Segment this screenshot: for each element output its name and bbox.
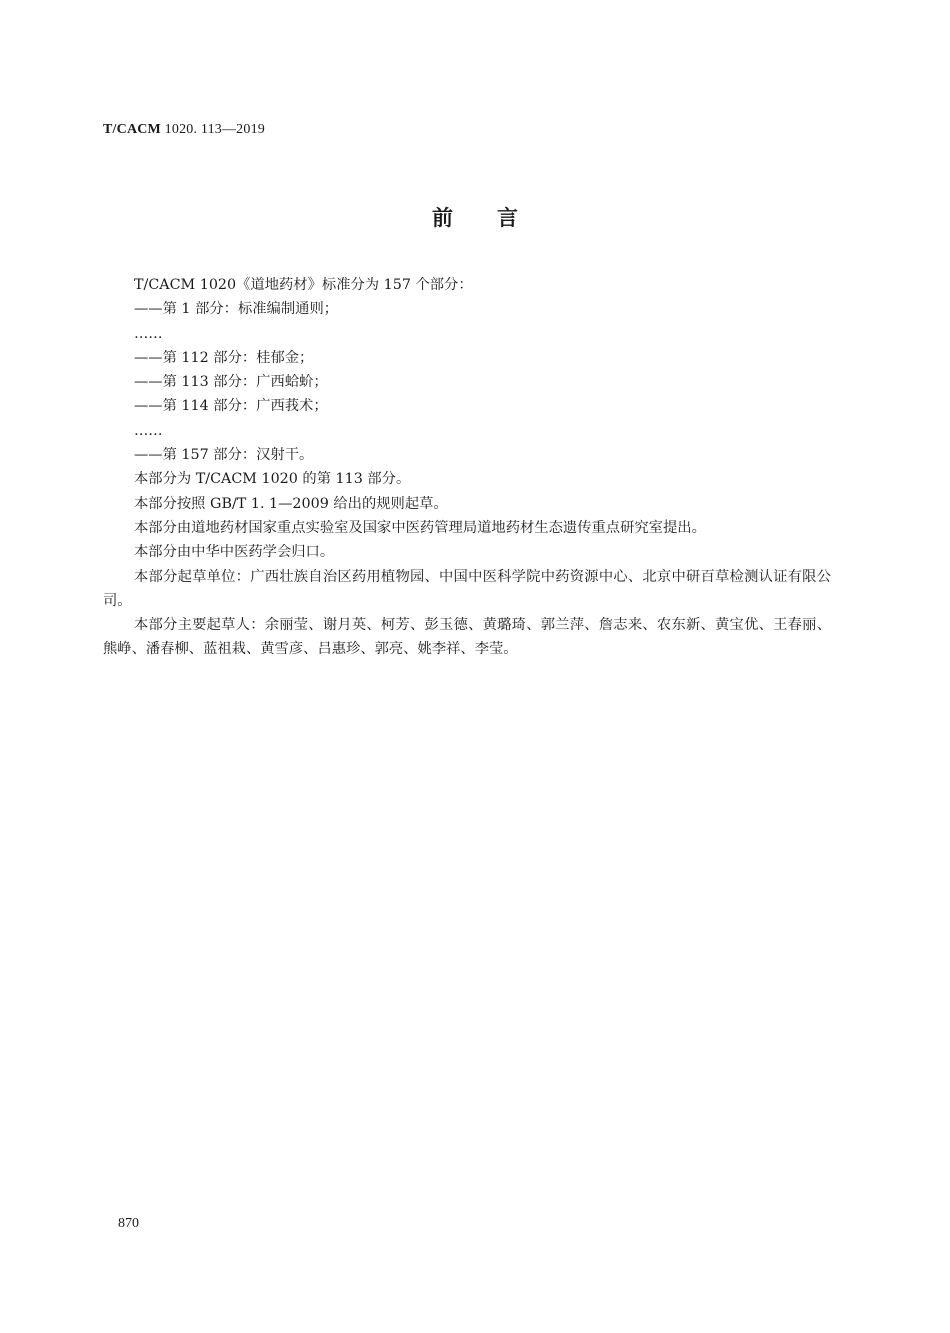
paragraph-administrator: 本部分由中华中医药学会归口。 <box>134 544 335 561</box>
standard-code-prefix: T/CACM <box>103 122 161 137</box>
paragraph-proposer: 本部分由道地药材国家重点实验室及国家中医药管理局道地药材生态遗传重点研究室提出。 <box>134 519 706 536</box>
standard-code-header <box>103 121 265 138</box>
paragraph-drafting-rules: 本部分按照 GB/T 1. 1—2009 给出的规则起草。 <box>134 495 448 512</box>
paragraph-drafting-units: 本部分起草单位：广西壮族自治区药用植物园、中国中医科学院中药资源中心、北京中研百草检测认证有限公司。 <box>103 568 831 609</box>
list-ellipsis: …… <box>134 422 163 439</box>
page-title: 前言 <box>432 206 562 230</box>
standard-code-number: 1020. 113—2019 <box>160 122 265 137</box>
list-item-part-112: ——第 112 部分：桂郁金； <box>134 349 314 366</box>
list-item-part-157: ——第 157 部分：汉射干。 <box>134 447 314 464</box>
list-ellipsis: …… <box>134 325 163 342</box>
paragraph-drafters: 本部分主要起草人：余丽莹、谢月英、柯芳、彭玉德、黄璐琦、郭兰萍、詹志来、农东新、黄宝优、王春丽、熊峥、潘春柳、蓝祖栽、黄雪彦、吕惠珍、郭亮、姚李祥、李莹。 <box>103 617 831 658</box>
list-item-part-114: ——第 114 部分：广西莪术； <box>134 398 328 415</box>
paragraph-part-statement: 本部分为 T/CACM 1020 的第 113 部分。 <box>134 471 411 488</box>
list-item-part-1: ——第 1 部分：标准编制通则； <box>134 301 339 318</box>
page-number: 870 <box>118 1216 139 1231</box>
foreword-body <box>103 273 831 662</box>
paragraph-parts-intro: T/CACM 1020《道地药材》标准分为 157 个部分： <box>134 277 473 293</box>
list-item-part-113: ——第 113 部分：广西蛤蚧； <box>134 374 328 391</box>
